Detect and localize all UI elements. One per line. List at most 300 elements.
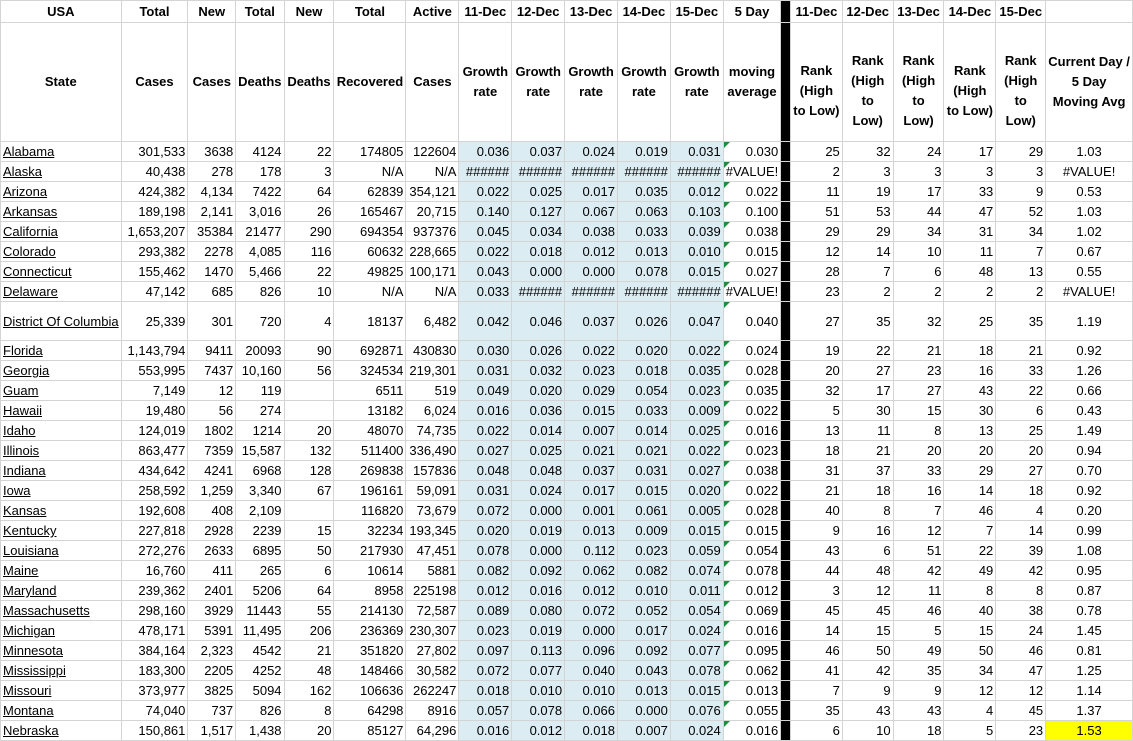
growth-rate-cell[interactable]: ######: [512, 282, 565, 302]
growth-rate-cell[interactable]: 0.013: [618, 242, 671, 262]
growth-rate-cell[interactable]: 0.054: [618, 381, 671, 401]
active-cases-cell[interactable]: 72,587: [406, 601, 459, 621]
growth-rate-cell[interactable]: 0.054: [670, 601, 723, 621]
moving-average-cell[interactable]: 0.023: [723, 441, 781, 461]
rank-cell[interactable]: 30: [842, 401, 893, 421]
total-deaths-cell[interactable]: 11,495: [236, 621, 284, 641]
new-cases-cell[interactable]: 3825: [188, 681, 236, 701]
recovered-cell[interactable]: 32234: [334, 521, 406, 541]
header-cell[interactable]: 12-Dec: [842, 1, 893, 23]
growth-rate-cell[interactable]: 0.037: [512, 142, 565, 162]
growth-rate-cell[interactable]: 0.010: [512, 681, 565, 701]
growth-rate-cell[interactable]: 0.025: [512, 441, 565, 461]
rank-cell[interactable]: 43: [791, 541, 843, 561]
rank-cell[interactable]: 2: [944, 282, 996, 302]
total-cases-cell[interactable]: 183,300: [121, 661, 188, 681]
total-cases-cell[interactable]: 16,760: [121, 561, 188, 581]
rank-cell[interactable]: 43: [893, 701, 944, 721]
new-deaths-cell[interactable]: 56: [284, 361, 334, 381]
recovered-cell[interactable]: 165467: [334, 202, 406, 222]
new-cases-cell[interactable]: 278: [188, 162, 236, 182]
new-cases-cell[interactable]: 408: [188, 501, 236, 521]
growth-rate-cell[interactable]: 0.015: [670, 262, 723, 282]
growth-rate-cell[interactable]: 0.039: [670, 222, 723, 242]
rank-cell[interactable]: 53: [842, 202, 893, 222]
rank-cell[interactable]: 6: [996, 401, 1046, 421]
state-link[interactable]: California: [1, 222, 122, 242]
active-cases-cell[interactable]: 100,171: [406, 262, 459, 282]
growth-rate-cell[interactable]: 0.043: [618, 661, 671, 681]
rank-cell[interactable]: 17: [842, 381, 893, 401]
header-cell[interactable]: Growth rate: [512, 23, 565, 142]
growth-rate-cell[interactable]: ######: [670, 282, 723, 302]
rank-cell[interactable]: 31: [944, 222, 996, 242]
moving-average-cell[interactable]: 0.024: [723, 341, 781, 361]
rank-cell[interactable]: 19: [842, 182, 893, 202]
active-cases-cell[interactable]: 262247: [406, 681, 459, 701]
moving-average-cell[interactable]: 0.027: [723, 262, 781, 282]
rank-cell[interactable]: 19: [791, 341, 843, 361]
growth-rate-cell[interactable]: 0.089: [459, 601, 512, 621]
growth-rate-cell[interactable]: 0.072: [459, 501, 512, 521]
total-deaths-cell[interactable]: 15,587: [236, 441, 284, 461]
rank-cell[interactable]: 45: [842, 601, 893, 621]
header-cell[interactable]: Active: [406, 1, 459, 23]
rank-cell[interactable]: 37: [842, 461, 893, 481]
growth-rate-cell[interactable]: 0.017: [565, 481, 618, 501]
total-cases-cell[interactable]: 155,462: [121, 262, 188, 282]
growth-rate-cell[interactable]: 0.026: [618, 302, 671, 341]
rank-cell[interactable]: 25: [944, 302, 996, 341]
current-ratio-cell[interactable]: 1.26: [1046, 361, 1133, 381]
growth-rate-cell[interactable]: 0.066: [565, 701, 618, 721]
new-deaths-cell[interactable]: 10: [284, 282, 334, 302]
rank-cell[interactable]: 52: [996, 202, 1046, 222]
growth-rate-cell[interactable]: 0.113: [512, 641, 565, 661]
growth-rate-cell[interactable]: 0.127: [512, 202, 565, 222]
new-deaths-cell[interactable]: 22: [284, 142, 334, 162]
current-ratio-cell[interactable]: 0.95: [1046, 561, 1133, 581]
growth-rate-cell[interactable]: 0.033: [618, 222, 671, 242]
rank-cell[interactable]: 7: [996, 242, 1046, 262]
rank-cell[interactable]: 35: [842, 302, 893, 341]
growth-rate-cell[interactable]: 0.018: [459, 681, 512, 701]
growth-rate-cell[interactable]: 0.015: [670, 681, 723, 701]
growth-rate-cell[interactable]: 0.031: [670, 142, 723, 162]
total-deaths-cell[interactable]: 265: [236, 561, 284, 581]
state-link[interactable]: Illinois: [1, 441, 122, 461]
new-deaths-cell[interactable]: 4: [284, 302, 334, 341]
new-cases-cell[interactable]: 2278: [188, 242, 236, 262]
header-cell[interactable]: Growth rate: [459, 23, 512, 142]
rank-cell[interactable]: 15: [842, 621, 893, 641]
recovered-cell[interactable]: 116820: [334, 501, 406, 521]
growth-rate-cell[interactable]: 0.018: [618, 361, 671, 381]
header-cell[interactable]: Cases: [406, 23, 459, 142]
new-cases-cell[interactable]: 2401: [188, 581, 236, 601]
current-ratio-cell[interactable]: 0.87: [1046, 581, 1133, 601]
state-link[interactable]: Colorado: [1, 242, 122, 262]
active-cases-cell[interactable]: 74,735: [406, 421, 459, 441]
rank-cell[interactable]: 45: [791, 601, 843, 621]
growth-rate-cell[interactable]: 0.021: [565, 441, 618, 461]
active-cases-cell[interactable]: 354,121: [406, 182, 459, 202]
state-link[interactable]: Hawaii: [1, 401, 122, 421]
growth-rate-cell[interactable]: 0.030: [459, 341, 512, 361]
current-ratio-cell[interactable]: 0.53: [1046, 182, 1133, 202]
total-deaths-cell[interactable]: 720: [236, 302, 284, 341]
current-ratio-cell[interactable]: #VALUE!: [1046, 282, 1133, 302]
growth-rate-cell[interactable]: 0.020: [512, 381, 565, 401]
active-cases-cell[interactable]: 47,451: [406, 541, 459, 561]
state-link[interactable]: Idaho: [1, 421, 122, 441]
total-cases-cell[interactable]: 1,653,207: [121, 222, 188, 242]
recovered-cell[interactable]: 324534: [334, 361, 406, 381]
growth-rate-cell[interactable]: 0.024: [512, 481, 565, 501]
rank-cell[interactable]: 35: [893, 661, 944, 681]
moving-average-cell[interactable]: 0.055: [723, 701, 781, 721]
current-ratio-cell[interactable]: 1.25: [1046, 661, 1133, 681]
total-cases-cell[interactable]: 301,533: [121, 142, 188, 162]
rank-cell[interactable]: 49: [893, 641, 944, 661]
header-cell[interactable]: Rank (High to Low): [996, 23, 1046, 142]
growth-rate-cell[interactable]: 0.033: [618, 401, 671, 421]
header-cell[interactable]: Total: [334, 1, 406, 23]
header-cell[interactable]: 15-Dec: [670, 1, 723, 23]
active-cases-cell[interactable]: 20,715: [406, 202, 459, 222]
moving-average-cell[interactable]: 0.038: [723, 461, 781, 481]
growth-rate-cell[interactable]: 0.078: [618, 262, 671, 282]
growth-rate-cell[interactable]: 0.067: [565, 202, 618, 222]
rank-cell[interactable]: 29: [791, 222, 843, 242]
growth-rate-cell[interactable]: 0.000: [565, 262, 618, 282]
recovered-cell[interactable]: 85127: [334, 721, 406, 741]
rank-cell[interactable]: 15: [944, 621, 996, 641]
header-cell[interactable]: Recovered: [334, 23, 406, 142]
total-cases-cell[interactable]: 124,019: [121, 421, 188, 441]
rank-cell[interactable]: 14: [842, 242, 893, 262]
state-link[interactable]: Kansas: [1, 501, 122, 521]
state-link[interactable]: Delaware: [1, 282, 122, 302]
new-deaths-cell[interactable]: 128: [284, 461, 334, 481]
rank-cell[interactable]: 11: [893, 581, 944, 601]
rank-cell[interactable]: 45: [996, 701, 1046, 721]
active-cases-cell[interactable]: 27,802: [406, 641, 459, 661]
rank-cell[interactable]: 25: [996, 421, 1046, 441]
new-deaths-cell[interactable]: 48: [284, 661, 334, 681]
growth-rate-cell[interactable]: 0.012: [512, 721, 565, 741]
rank-cell[interactable]: 23: [893, 361, 944, 381]
growth-rate-cell[interactable]: 0.112: [565, 541, 618, 561]
rank-cell[interactable]: 51: [893, 541, 944, 561]
total-deaths-cell[interactable]: 3,016: [236, 202, 284, 222]
new-cases-cell[interactable]: 4,134: [188, 182, 236, 202]
header-cell[interactable]: New: [284, 1, 334, 23]
rank-cell[interactable]: 6: [893, 262, 944, 282]
active-cases-cell[interactable]: 225198: [406, 581, 459, 601]
current-ratio-cell[interactable]: 1.37: [1046, 701, 1133, 721]
growth-rate-cell[interactable]: 0.000: [512, 541, 565, 561]
rank-cell[interactable]: 11: [791, 182, 843, 202]
new-deaths-cell[interactable]: 132: [284, 441, 334, 461]
total-cases-cell[interactable]: 298,160: [121, 601, 188, 621]
recovered-cell[interactable]: 692871: [334, 341, 406, 361]
rank-cell[interactable]: 17: [944, 142, 996, 162]
new-deaths-cell[interactable]: 15: [284, 521, 334, 541]
growth-rate-cell[interactable]: 0.007: [565, 421, 618, 441]
growth-rate-cell[interactable]: 0.063: [618, 202, 671, 222]
growth-rate-cell[interactable]: 0.022: [670, 341, 723, 361]
header-cell[interactable]: Total: [121, 1, 188, 23]
rank-cell[interactable]: 9: [842, 681, 893, 701]
growth-rate-cell[interactable]: 0.047: [670, 302, 723, 341]
rank-cell[interactable]: 48: [944, 262, 996, 282]
recovered-cell[interactable]: 217930: [334, 541, 406, 561]
rank-cell[interactable]: 5: [944, 721, 996, 741]
growth-rate-cell[interactable]: 0.020: [618, 341, 671, 361]
active-cases-cell[interactable]: 193,345: [406, 521, 459, 541]
growth-rate-cell[interactable]: 0.020: [670, 481, 723, 501]
growth-rate-cell[interactable]: ######: [670, 162, 723, 182]
new-cases-cell[interactable]: 411: [188, 561, 236, 581]
new-cases-cell[interactable]: 301: [188, 302, 236, 341]
moving-average-cell[interactable]: 0.028: [723, 501, 781, 521]
rank-cell[interactable]: 7: [842, 262, 893, 282]
rank-cell[interactable]: 50: [944, 641, 996, 661]
active-cases-cell[interactable]: 219,301: [406, 361, 459, 381]
recovered-cell[interactable]: 351820: [334, 641, 406, 661]
recovered-cell[interactable]: 62839: [334, 182, 406, 202]
state-link[interactable]: Massachusetts: [1, 601, 122, 621]
moving-average-cell[interactable]: 0.054: [723, 541, 781, 561]
total-cases-cell[interactable]: 19,480: [121, 401, 188, 421]
new-cases-cell[interactable]: 2,323: [188, 641, 236, 661]
growth-rate-cell[interactable]: 0.046: [512, 302, 565, 341]
growth-rate-cell[interactable]: 0.010: [670, 242, 723, 262]
growth-rate-cell[interactable]: 0.015: [565, 401, 618, 421]
current-ratio-cell[interactable]: 0.70: [1046, 461, 1133, 481]
total-deaths-cell[interactable]: 4542: [236, 641, 284, 661]
moving-average-cell[interactable]: 0.013: [723, 681, 781, 701]
state-link[interactable]: Kentucky: [1, 521, 122, 541]
moving-average-cell[interactable]: 0.062: [723, 661, 781, 681]
growth-rate-cell[interactable]: 0.019: [512, 521, 565, 541]
state-link[interactable]: Indiana: [1, 461, 122, 481]
rank-cell[interactable]: 16: [893, 481, 944, 501]
total-cases-cell[interactable]: 434,642: [121, 461, 188, 481]
growth-rate-cell[interactable]: 0.032: [512, 361, 565, 381]
current-ratio-cell[interactable]: 0.78: [1046, 601, 1133, 621]
active-cases-cell[interactable]: 59,091: [406, 481, 459, 501]
growth-rate-cell[interactable]: 0.020: [459, 521, 512, 541]
rank-cell[interactable]: 2: [791, 162, 843, 182]
rank-cell[interactable]: 22: [996, 381, 1046, 401]
state-link[interactable]: Michigan: [1, 621, 122, 641]
growth-rate-cell[interactable]: 0.103: [670, 202, 723, 222]
active-cases-cell[interactable]: 64,296: [406, 721, 459, 741]
recovered-cell[interactable]: 49825: [334, 262, 406, 282]
total-deaths-cell[interactable]: 1214: [236, 421, 284, 441]
rank-cell[interactable]: 32: [791, 381, 843, 401]
new-cases-cell[interactable]: 3638: [188, 142, 236, 162]
rank-cell[interactable]: 21: [842, 441, 893, 461]
header-cell[interactable]: 14-Dec: [944, 1, 996, 23]
rank-cell[interactable]: 44: [791, 561, 843, 581]
header-cell[interactable]: Rank (High to Low): [893, 23, 944, 142]
rank-cell[interactable]: 51: [791, 202, 843, 222]
rank-cell[interactable]: 13: [791, 421, 843, 441]
growth-rate-cell[interactable]: 0.000: [618, 701, 671, 721]
current-ratio-cell[interactable]: 0.66: [1046, 381, 1133, 401]
growth-rate-cell[interactable]: 0.027: [670, 461, 723, 481]
growth-rate-cell[interactable]: 0.078: [670, 661, 723, 681]
growth-rate-cell[interactable]: 0.037: [565, 461, 618, 481]
total-deaths-cell[interactable]: 20093: [236, 341, 284, 361]
growth-rate-cell[interactable]: 0.096: [565, 641, 618, 661]
growth-rate-cell[interactable]: 0.074: [670, 561, 723, 581]
current-ratio-cell[interactable]: 1.14: [1046, 681, 1133, 701]
rank-cell[interactable]: 9: [893, 681, 944, 701]
growth-rate-cell[interactable]: 0.011: [670, 581, 723, 601]
active-cases-cell[interactable]: 30,582: [406, 661, 459, 681]
growth-rate-cell[interactable]: 0.072: [459, 661, 512, 681]
total-deaths-cell[interactable]: 4124: [236, 142, 284, 162]
total-deaths-cell[interactable]: 826: [236, 282, 284, 302]
growth-rate-cell[interactable]: 0.022: [670, 441, 723, 461]
total-cases-cell[interactable]: 47,142: [121, 282, 188, 302]
rank-cell[interactable]: 25: [791, 142, 843, 162]
recovered-cell[interactable]: 18137: [334, 302, 406, 341]
state-link[interactable]: Georgia: [1, 361, 122, 381]
total-cases-cell[interactable]: 7,149: [121, 381, 188, 401]
current-ratio-cell[interactable]: 0.92: [1046, 481, 1133, 501]
new-deaths-cell[interactable]: 6: [284, 561, 334, 581]
growth-rate-cell[interactable]: 0.043: [459, 262, 512, 282]
new-deaths-cell[interactable]: [284, 501, 334, 521]
header-cell[interactable]: [1046, 1, 1133, 23]
state-link[interactable]: Minnesota: [1, 641, 122, 661]
new-deaths-cell[interactable]: 64: [284, 182, 334, 202]
rank-cell[interactable]: 46: [893, 601, 944, 621]
total-cases-cell[interactable]: 1,143,794: [121, 341, 188, 361]
total-deaths-cell[interactable]: 2239: [236, 521, 284, 541]
rank-cell[interactable]: 16: [944, 361, 996, 381]
header-cell[interactable]: Current Day / 5 Day Moving Avg: [1046, 23, 1133, 142]
rank-cell[interactable]: 5: [791, 401, 843, 421]
growth-rate-cell[interactable]: 0.023: [565, 361, 618, 381]
growth-rate-cell[interactable]: 0.076: [670, 701, 723, 721]
growth-rate-cell[interactable]: 0.082: [618, 561, 671, 581]
state-link[interactable]: Mississippi: [1, 661, 122, 681]
new-cases-cell[interactable]: 12: [188, 381, 236, 401]
header-cell[interactable]: 15-Dec: [996, 1, 1046, 23]
rank-cell[interactable]: 12: [842, 581, 893, 601]
header-cell[interactable]: Cases: [121, 23, 188, 142]
rank-cell[interactable]: 32: [842, 142, 893, 162]
rank-cell[interactable]: 13: [944, 421, 996, 441]
active-cases-cell[interactable]: 230,307: [406, 621, 459, 641]
recovered-cell[interactable]: 694354: [334, 222, 406, 242]
rank-cell[interactable]: 48: [842, 561, 893, 581]
growth-rate-cell[interactable]: 0.072: [565, 601, 618, 621]
growth-rate-cell[interactable]: 0.018: [512, 242, 565, 262]
rank-cell[interactable]: 10: [893, 242, 944, 262]
total-deaths-cell[interactable]: 6968: [236, 461, 284, 481]
active-cases-cell[interactable]: 336,490: [406, 441, 459, 461]
active-cases-cell[interactable]: 937376: [406, 222, 459, 242]
new-deaths-cell[interactable]: 116: [284, 242, 334, 262]
new-deaths-cell[interactable]: 26: [284, 202, 334, 222]
moving-average-cell[interactable]: #VALUE!: [723, 162, 781, 182]
rank-cell[interactable]: 5: [893, 621, 944, 641]
rank-cell[interactable]: 50: [842, 641, 893, 661]
growth-rate-cell[interactable]: 0.029: [565, 381, 618, 401]
new-cases-cell[interactable]: 56: [188, 401, 236, 421]
total-cases-cell[interactable]: 258,592: [121, 481, 188, 501]
growth-rate-cell[interactable]: 0.078: [512, 701, 565, 721]
rank-cell[interactable]: 27: [996, 461, 1046, 481]
rank-cell[interactable]: 17: [893, 182, 944, 202]
new-deaths-cell[interactable]: 55: [284, 601, 334, 621]
growth-rate-cell[interactable]: 0.078: [459, 541, 512, 561]
recovered-cell[interactable]: 196161: [334, 481, 406, 501]
current-ratio-cell[interactable]: 1.53: [1046, 721, 1133, 741]
moving-average-cell[interactable]: 0.069: [723, 601, 781, 621]
total-deaths-cell[interactable]: 11443: [236, 601, 284, 621]
total-cases-cell[interactable]: 150,861: [121, 721, 188, 741]
header-cell[interactable]: moving average: [723, 23, 781, 142]
new-deaths-cell[interactable]: [284, 381, 334, 401]
moving-average-cell[interactable]: 0.028: [723, 361, 781, 381]
new-deaths-cell[interactable]: 64: [284, 581, 334, 601]
active-cases-cell[interactable]: 73,679: [406, 501, 459, 521]
state-link[interactable]: Arizona: [1, 182, 122, 202]
growth-rate-cell[interactable]: 0.018: [565, 721, 618, 741]
rank-cell[interactable]: 27: [842, 361, 893, 381]
rank-cell[interactable]: 11: [842, 421, 893, 441]
rank-cell[interactable]: 8: [996, 581, 1046, 601]
state-link[interactable]: Guam: [1, 381, 122, 401]
growth-rate-cell[interactable]: ######: [459, 162, 512, 182]
header-cell[interactable]: Deaths: [284, 23, 334, 142]
header-cell[interactable]: Growth rate: [618, 23, 671, 142]
new-deaths-cell[interactable]: 162: [284, 681, 334, 701]
growth-rate-cell[interactable]: 0.014: [512, 421, 565, 441]
rank-cell[interactable]: 12: [893, 521, 944, 541]
active-cases-cell[interactable]: 519: [406, 381, 459, 401]
growth-rate-cell[interactable]: 0.092: [512, 561, 565, 581]
rank-cell[interactable]: 32: [893, 302, 944, 341]
current-ratio-cell[interactable]: 0.67: [1046, 242, 1133, 262]
new-cases-cell[interactable]: 2205: [188, 661, 236, 681]
new-deaths-cell[interactable]: 290: [284, 222, 334, 242]
total-deaths-cell[interactable]: 1,438: [236, 721, 284, 741]
new-cases-cell[interactable]: 7359: [188, 441, 236, 461]
growth-rate-cell[interactable]: 0.059: [670, 541, 723, 561]
growth-rate-cell[interactable]: ######: [565, 282, 618, 302]
moving-average-cell[interactable]: 0.040: [723, 302, 781, 341]
growth-rate-cell[interactable]: 0.024: [670, 621, 723, 641]
moving-average-cell[interactable]: 0.015: [723, 242, 781, 262]
total-deaths-cell[interactable]: 2,109: [236, 501, 284, 521]
new-cases-cell[interactable]: 2633: [188, 541, 236, 561]
rank-cell[interactable]: 24: [996, 621, 1046, 641]
new-deaths-cell[interactable]: 20: [284, 721, 334, 741]
growth-rate-cell[interactable]: 0.062: [565, 561, 618, 581]
growth-rate-cell[interactable]: 0.040: [565, 661, 618, 681]
recovered-cell[interactable]: 174805: [334, 142, 406, 162]
growth-rate-cell[interactable]: 0.021: [618, 441, 671, 461]
